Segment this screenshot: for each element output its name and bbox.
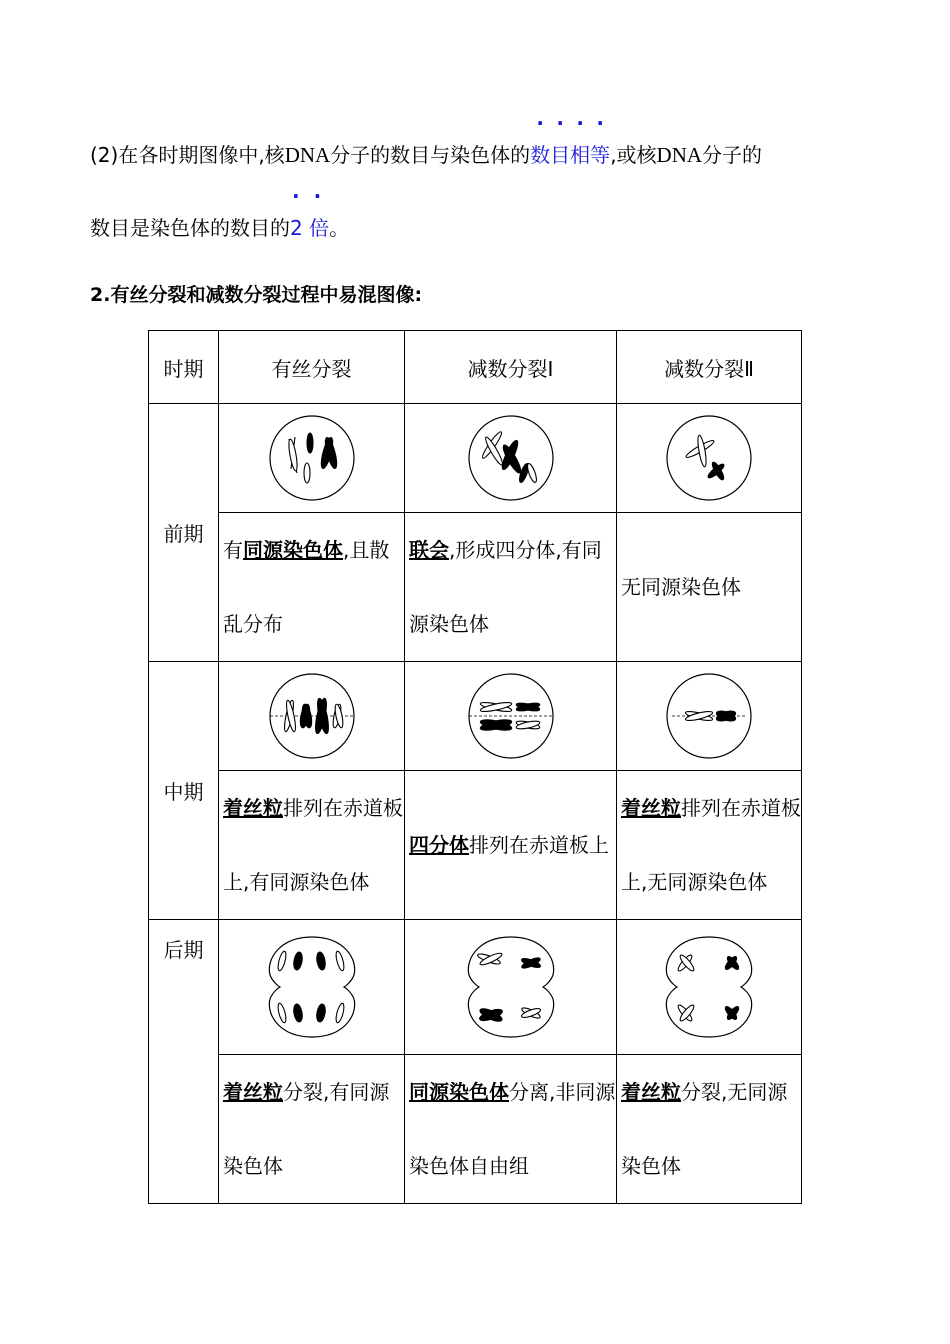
emphasis-dots: · · · · — [536, 111, 604, 135]
prophase-image-row — [149, 404, 802, 513]
desc-meiosis2-anaphase: 着丝粒分裂,无同源染色体 — [617, 1055, 802, 1204]
cell-image — [219, 404, 405, 513]
intro-text: 。 — [329, 216, 350, 240]
comparison-table — [148, 330, 802, 1204]
cell-image — [617, 404, 802, 513]
mitosis-metaphase-diagram — [267, 671, 357, 761]
section-heading: 2.有丝分裂和减数分裂过程中易混图像: — [90, 284, 423, 306]
desc-meiosis2-metaphase: 着丝粒排列在赤道板上,无同源染色体 — [617, 771, 802, 920]
desc-meiosis2-prophase: 无同源染色体 — [617, 513, 802, 662]
mitosis-prophase-diagram — [267, 413, 357, 503]
anaphase-desc-row — [149, 1055, 802, 1204]
meiosis2-anaphase-diagram — [663, 931, 755, 1043]
intro-text: 分子的数目与染色体的 — [330, 143, 531, 167]
cell-image — [405, 662, 617, 771]
meiosis2-metaphase-diagram — [664, 671, 754, 761]
header-meiosis-2: 减数分裂Ⅱ — [617, 331, 802, 404]
meiosis1-prophase-diagram — [466, 413, 556, 503]
anaphase-image-row — [149, 920, 802, 1055]
desc-mitosis-anaphase: 着丝粒分裂,有同源染色体 — [219, 1055, 405, 1204]
header-mitosis: 有丝分裂 — [219, 331, 405, 404]
highlight-double: · · 2 倍 — [290, 184, 330, 240]
intro-text: 数目是染色体的数目的 — [90, 216, 290, 240]
desc-meiosis1-metaphase: 四分体排列在赤道板上 — [405, 771, 617, 920]
intro-text: (2)在各时期图像中,核 — [90, 143, 285, 167]
desc-mitosis-metaphase: 着丝粒排列在赤道板上,有同源染色体 — [219, 771, 405, 920]
cell-image — [219, 662, 405, 771]
emphasis-dots: · · — [292, 184, 322, 208]
desc-meiosis1-prophase: 联会,形成四分体,有同源染色体 — [405, 513, 617, 662]
meiosis1-metaphase-diagram — [466, 671, 556, 761]
table-header-row — [149, 331, 802, 404]
meiosis1-anaphase-diagram — [465, 931, 557, 1043]
intro-line-1 — [90, 111, 763, 167]
desc-meiosis1-anaphase: 同源染色体分离,非同源染色体自由组 — [405, 1055, 617, 1204]
cell-image — [617, 662, 802, 771]
prophase-desc-row — [149, 513, 802, 662]
metaphase-desc-row — [149, 771, 802, 920]
phase-metaphase: 中期 — [149, 662, 219, 920]
meiosis2-prophase-diagram — [664, 413, 754, 503]
cell-image — [617, 920, 802, 1055]
dna-term: DNA — [284, 143, 331, 167]
cell-image — [405, 920, 617, 1055]
intro-text: ,或核 — [610, 143, 657, 167]
mitosis-anaphase-diagram — [266, 931, 358, 1043]
highlight-equal-count: · · · · 数目相等 — [530, 111, 611, 167]
header-meiosis-1: 减数分裂Ⅰ — [405, 331, 617, 404]
cell-image — [219, 920, 405, 1055]
dna-term: DNA — [656, 143, 703, 167]
intro-text: 分子的 — [702, 143, 763, 167]
cell-image — [405, 404, 617, 513]
phase-prophase: 前期 — [149, 404, 219, 662]
desc-mitosis-prophase: 有同源染色体,且散乱分布 — [219, 513, 405, 662]
header-phase: 时期 — [149, 331, 219, 404]
phase-anaphase: 后期 — [149, 920, 219, 1204]
metaphase-image-row — [149, 662, 802, 771]
intro-line-2 — [90, 184, 350, 240]
